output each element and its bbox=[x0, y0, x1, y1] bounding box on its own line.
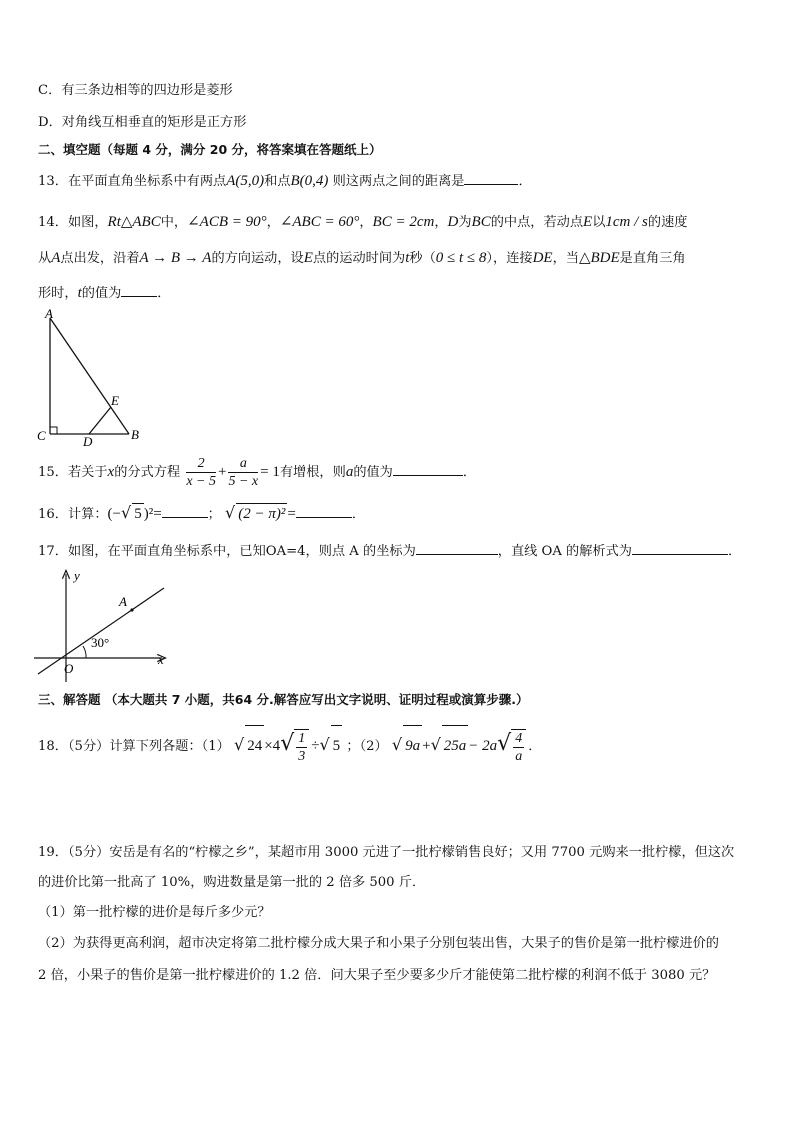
fraction-2: $\frac{a}{5 - x}$ bbox=[228, 456, 259, 489]
question-16: 16．计算：(−√ 5 )²= ； √ (2 − π)² = ． bbox=[38, 503, 366, 522]
answer-blank bbox=[464, 170, 518, 185]
question-14-line2: 从A点出发，沿着A → B → A的方向运动，设E点的运动时间为t秒（0 ≤ t ≤ 8），连接DE，当△BDE是直角三角 bbox=[38, 250, 686, 266]
section-2-title: 二、填空题（每题 4 分，满分 20 分，将答案填在答题纸上） bbox=[38, 142, 382, 157]
answer-blank bbox=[393, 461, 463, 476]
answer-blank bbox=[121, 282, 157, 297]
answer-blank bbox=[416, 540, 498, 555]
question-19-part2-line2: 2 倍，小果子的售价是第一批柠檬进价的 1.2 倍．问大果子至少要多少斤才能使第二批柠檬的利润不低于 3080 元？ bbox=[38, 968, 716, 983]
section-3-title: 三、解答题 （本大题共 7 小题，共64 分.解答应写出文字说明、证明过程或演算步骤.） bbox=[38, 692, 529, 707]
question-17: 17．如图，在平面直角坐标系中，已知OA=4，则点 A 的坐标为 ，直线 OA 的解析式为 ． bbox=[38, 540, 741, 562]
answer-blank bbox=[632, 540, 728, 555]
question-19-part2-line1: （2）为获得更高利润，超市决定将第二批柠檬分成大果子和小果子分别包装出售，大果子的售价是第一批柠檬进价的 bbox=[38, 936, 719, 951]
question-19-part1: （1）第一批柠檬的进价是每斤多少元？ bbox=[38, 905, 271, 920]
q14-triangle-figure bbox=[34, 306, 146, 446]
point-a-label: A bbox=[119, 594, 127, 609]
option-c: C．有三条边相等的四边形是菱形 bbox=[38, 83, 233, 98]
question-14-line1: 14．如图，Rt△ABC中，∠ACB = 90°，∠ABC = 60°，BC = 2cm，D为BC的中点，若动点E以1cm / s的速度 bbox=[38, 214, 688, 230]
question-18: 18．（5分）计算下列各题：（1） √ 24 ×4√ $\frac{1}{3}$ ÷√ 5 ；（2） √ 9a +√ 25a − 2a√ $\frac{4}{a}$ ． bbox=[38, 724, 541, 767]
q17-coordinate-figure bbox=[34, 566, 174, 686]
origin-label: O bbox=[64, 661, 74, 676]
axis-label-x: x bbox=[158, 652, 164, 667]
question-19-line2: 的进价比第一批高了 10%，购进数量是第一批的 2 倍多 500 斤． bbox=[38, 875, 426, 890]
fraction-4-a: $\frac{4}{a}$ bbox=[511, 729, 526, 765]
label-c: C bbox=[37, 428, 46, 443]
question-19-line1: 19．（5分）安岳是有名的“柠檬之乡”，某超市用 3000 元进了一批柠檬销售良好；又用 7700 元购来一批柠檬，但这次 bbox=[38, 845, 735, 860]
label-d: D bbox=[83, 434, 93, 446]
fraction-1-3: $\frac{1}{3}$ bbox=[294, 729, 309, 765]
answer-blank bbox=[162, 503, 208, 518]
label-b: B bbox=[131, 427, 139, 442]
label-a: A bbox=[45, 306, 53, 321]
question-13: 13．在平面直角坐标系中有两点A(5,0)和点B(0,4) 则这两点之间的距离是 ． bbox=[38, 170, 532, 192]
answer-blank bbox=[296, 503, 352, 518]
question-14-line3: 形时，t的值为 ． bbox=[38, 282, 170, 304]
axis-label-y: y bbox=[74, 568, 80, 583]
option-d: D．对角线互相垂直的矩形是正方形 bbox=[38, 115, 247, 130]
angle-label: 30° bbox=[91, 635, 110, 650]
fraction-1: $\frac{2}{x - 5}$ bbox=[186, 456, 217, 489]
label-e: E bbox=[111, 393, 119, 408]
question-15: 15．若关于x的分式方程 $\frac{2}{x - 5}$ + $\frac{a}{5 - x}$ = 1有增根，则a的值为 ． bbox=[38, 456, 477, 489]
